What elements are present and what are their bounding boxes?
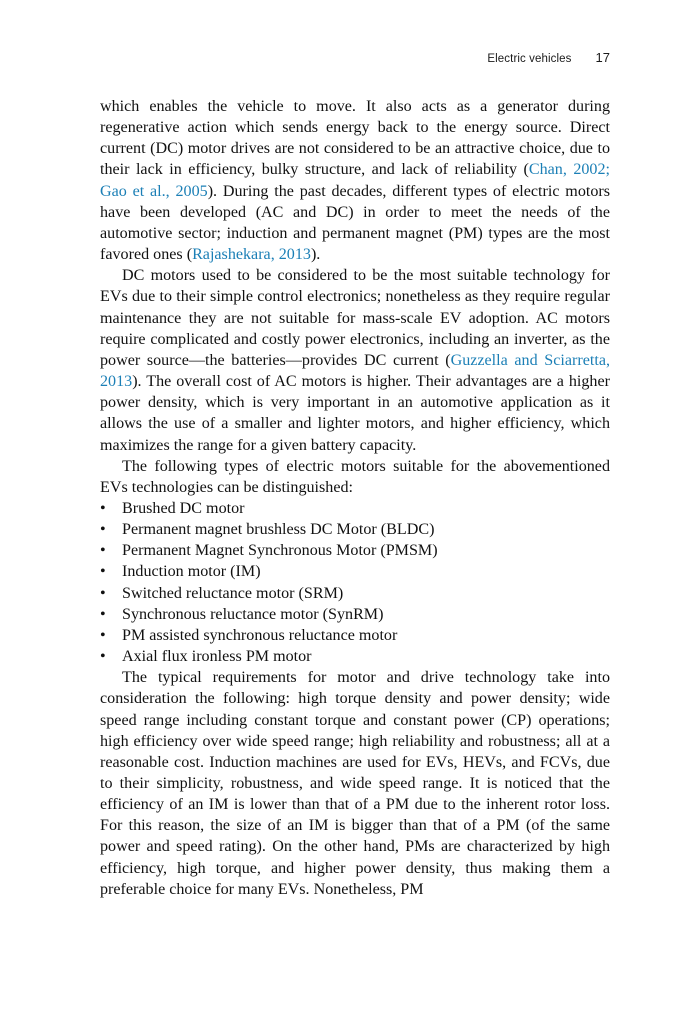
paragraph-2: [100, 265, 610, 455]
list-item-text: Axial flux ironless PM motor: [122, 648, 312, 666]
list-item: [100, 561, 610, 582]
list-item: [100, 519, 610, 540]
citation-rajashekara[interactable]: Rajashekara, 2013: [192, 246, 311, 264]
bullet-icon: •: [100, 542, 106, 560]
bullet-icon: •: [100, 499, 106, 517]
list-item-text: Synchronous reluctance motor (SynRM): [122, 605, 384, 623]
list-item: [100, 540, 610, 561]
bullet-icon: •: [100, 605, 106, 623]
list-item-text: PM assisted synchronous reluctance motor: [122, 626, 398, 644]
list-item-text: Switched reluctance motor (SRM): [122, 584, 344, 602]
paragraph-2-text-b: ). The overall cost of AC motors is higher. Their advantages are a higher power density, which is very important in an automotive application as it allows the use of a smaller and lighter motors, and higher efficiency, which maximizes the range for a given battery capacity.: [100, 373, 610, 454]
body-text: [100, 96, 610, 900]
list-item-text: Permanent magnet brushless DC Motor (BLDC): [122, 521, 435, 539]
bullet-icon: •: [100, 648, 106, 666]
list-item: [100, 625, 610, 646]
list-item: [100, 583, 610, 604]
paragraph-1: [100, 96, 610, 265]
list-item: [100, 646, 610, 667]
list-item-text: Brushed DC motor: [122, 499, 245, 517]
motor-types-list: [100, 498, 610, 667]
list-item: [100, 604, 610, 625]
paragraph-4: The typical requirements for motor and drive technology take into consideration the following: high torque density and power density; wide speed range including constant torque and constant power (CP) operations; high efficiency over wide speed range; high reliability and robustness; all at a reasonable cost. Induction machines are used for EVs, HEVs, and FCVs, due to their simplicity, robustness, and wide speed range. It is noticed that the efficiency of an IM is lower than that of a PM due to the inherent rotor loss. For this reason, the size of an IM is bigger than that of a PM (of the same power and speed rating). On the other hand, PMs are characterized by high efficiency, high torque, and higher power density, thus making them a preferable choice for many EVs. Nonetheless, PM: [100, 669, 610, 898]
list-item-text: Permanent Magnet Synchronous Motor (PMSM): [122, 542, 438, 560]
citation-guzzella-sciarretta[interactable]: Guzzella and Sciarretta, 2013: [100, 351, 610, 391]
paragraph-3: The following types of electric motors suitable for the abovementioned EVs technologies can be distinguished:: [100, 457, 610, 496]
bullet-icon: •: [100, 626, 106, 644]
paragraph-1-text-c: ).: [310, 246, 321, 264]
list-item-text: Induction motor (IM): [122, 563, 261, 581]
running-header: [487, 50, 610, 65]
page-number: 17: [595, 50, 610, 65]
paragraph-1-text-a: which enables the vehicle to move. It also acts as a generator during regenerative action which sends energy back to the energy source. Direct current (DC) motor drives are not considered to be an attractive choice, due to their lack in efficiency, bulky structure, and lack of reliability (: [100, 98, 610, 179]
bullet-icon: •: [100, 521, 106, 539]
list-item: [100, 498, 610, 519]
bullet-icon: •: [100, 584, 106, 602]
paragraph-1-text-b: ). During the past decades, different types of electric motors have been developed (AC and DC) in order to meet the needs of the automotive sector; induction and permanent magnet (PM) types are the most favored ones (: [100, 182, 610, 264]
running-title: Electric vehicles: [487, 53, 572, 65]
paragraph-2-text-a: DC motors used to be considered to be the most suitable technology for EVs due to their simple control electronics; nonetheless as they require regular maintenance they are not suitable for mass-scale EV adoption. AC motors require complicated and costly power electronics, including an inverter, as the power source—the batteries—provides DC current (: [100, 267, 610, 369]
bullet-icon: •: [100, 563, 106, 581]
citation-chan-gao[interactable]: Chan, 2002; Gao et al., 2005: [100, 161, 610, 200]
